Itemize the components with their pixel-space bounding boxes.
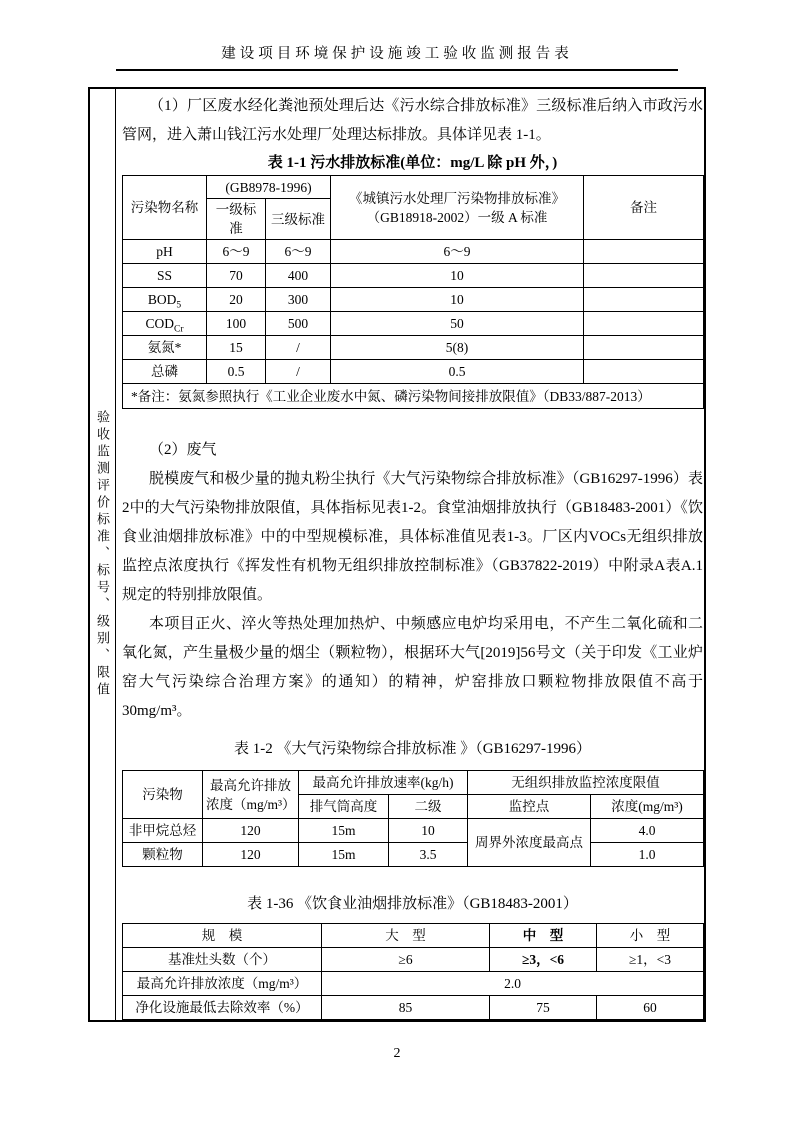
t1-header-gb18918-line2: （GB18918-2002）一级 A 标准	[366, 209, 548, 225]
t1-cell-gb: 10	[331, 264, 584, 288]
t2-cell-height: 15m	[299, 843, 389, 867]
t1-header-level1: 一级标准	[207, 199, 266, 240]
t2-cell-rate: 3.5	[389, 843, 468, 867]
table-row	[123, 384, 704, 409]
table-cooking-fume-standards	[122, 923, 704, 1020]
table-row	[123, 288, 704, 312]
t1-cell-l1: 6～9	[207, 240, 266, 264]
t1-cell-l1: 0.5	[207, 360, 266, 384]
paragraph-furnace: 本项目正火、淬火等热处理加热炉、中频感应电炉均采用电，不产生二氧化硫和二氧化氮，产生量极少量的烟尘（颗粒物），根据环大气[2019]56号文（关于印发《工业炉窑大气污染综合治理方案》的通知）的精神，炉窑排放口颗粒物排放限值不高于30mg/m³。	[122, 616, 703, 719]
paragraph-exhaust-gas: 脱模废气和极少量的抛丸粉尘执行《大气污染物综合排放标准》（GB16297-1996）表2中的大气污染物排放限值，具体指标见表1-2。食堂油烟排放执行（GB18483-2001）《饮食业油烟排放标准》中的中型规模标准，具体标准值见表1-3。厂区内VOCs无组织排放监控点浓度执行《挥发性有机物无组织排放控制标准》（GB37822-2019）中附录A表A.1规定的特别排放限值。	[122, 471, 703, 603]
table-row	[123, 771, 704, 795]
table-row	[123, 240, 704, 264]
t1-cell-remark	[584, 240, 704, 264]
table3-title: 表 1-36 《饮食业油烟排放标准》（GB18483-2001）	[247, 896, 578, 912]
t3-cell-large: ≥6	[322, 948, 490, 972]
t1-cell-l3: /	[266, 360, 331, 384]
t1-header-gb8978: (GB8978-1996)	[207, 176, 331, 199]
document-title: 建设项目环境保护设施竣工验收监测报告表	[221, 46, 573, 62]
t2-cell-fugitive: 1.0	[591, 843, 704, 867]
t1-header-gb18918-line1: 《城镇污水处理厂污染物排放标准》	[349, 190, 565, 206]
t3-cell-medium: ≥3，<6	[490, 948, 597, 972]
pollutant-sub: 5	[176, 300, 182, 311]
t1-cell-l3: 500	[266, 312, 331, 336]
t1-cell-l3: 6～9	[266, 240, 331, 264]
t1-cell-l1: 20	[207, 288, 266, 312]
table-row	[123, 843, 704, 867]
pollutant-base: COD	[145, 316, 174, 331]
t2-header-conc: 浓度(mg/m³)	[591, 795, 704, 819]
table-air-emission-standards	[122, 770, 704, 867]
t1-cell-remark	[584, 336, 704, 360]
table-row	[123, 336, 704, 360]
t1-cell-name: 总磷	[123, 360, 207, 384]
t1-cell-l3: /	[266, 336, 331, 360]
t1-cell-remark	[584, 312, 704, 336]
t2-cell-conc: 120	[203, 843, 299, 867]
table-row	[123, 924, 704, 948]
t1-cell-gb: 0.5	[331, 360, 584, 384]
row-label-vertical-text: 验收监测评价标准、标号、级别、限值	[95, 410, 110, 699]
t1-cell-l3: 300	[266, 288, 331, 312]
t1-cell-name	[123, 288, 207, 312]
pollutant-sub: Cr	[174, 324, 184, 335]
t1-cell-gb: 10	[331, 288, 584, 312]
t3-cell-all-scales: 2.0	[322, 972, 704, 996]
t2-cell-name: 颗粒物	[123, 843, 203, 867]
t2-header-stack-height: 排气筒高度	[299, 795, 389, 819]
t1-cell-remark	[584, 288, 704, 312]
t1-cell-name: 氨氮*	[123, 336, 207, 360]
t1-cell-l1: 15	[207, 336, 266, 360]
t3-cell-small: ≥1，<3	[597, 948, 704, 972]
t2-cell-conc: 120	[203, 819, 299, 843]
table1-title: 表 1-1 污水排放标准(单位：mg/L 除 pH 外，)	[267, 155, 558, 171]
pollutant-base: BOD	[147, 292, 177, 307]
t2-cell-monitor-point: 周界外浓度最高点	[468, 819, 591, 867]
t1-cell-gb: 50	[331, 312, 584, 336]
t2-header-monitor-point: 监控点	[468, 795, 591, 819]
t2-header-fugitive: 无组织排放监控浓度限值	[468, 771, 704, 795]
t1-cell-l3: 400	[266, 264, 331, 288]
t2-cell-name: 非甲烷总烃	[123, 819, 203, 843]
table-row	[123, 948, 704, 972]
paragraph-wastewater: （1）厂区废水经化粪池预处理后达《污水综合排放标准》三级标准后纳入市政污水管网，进入萧山钱江污水处理厂处理达标排放。具体详见表 1-1。	[122, 98, 703, 143]
t2-cell-fugitive: 4.0	[591, 819, 704, 843]
t2-header-max-rate: 最高允许排放速率(kg/h)	[299, 771, 468, 795]
t1-cell-remark	[584, 264, 704, 288]
t2-header-level2: 二级	[389, 795, 468, 819]
t1-cell-name	[123, 312, 207, 336]
t3-header-large: 大 型	[322, 924, 490, 948]
t2-header-pollutant: 污染物	[123, 771, 203, 819]
t1-cell-name: SS	[123, 264, 207, 288]
t1-cell-remark	[584, 360, 704, 384]
t1-cell-gb: 5(8)	[331, 336, 584, 360]
t1-header-level3: 三级标准	[266, 199, 331, 240]
table-wastewater-standards	[122, 175, 704, 409]
t3-cell-label: 净化设施最低去除效率（%）	[123, 996, 322, 1020]
t3-header-small: 小 型	[597, 924, 704, 948]
table-row	[123, 264, 704, 288]
t3-header-medium: 中 型	[490, 924, 597, 948]
header-rule	[116, 69, 678, 71]
table-row	[123, 360, 704, 384]
row-label-column	[90, 89, 116, 1020]
section2-heading: （2）废气	[149, 442, 217, 458]
page-header	[0, 0, 794, 71]
t2-cell-height: 15m	[299, 819, 389, 843]
t1-cell-l1: 100	[207, 312, 266, 336]
t3-cell-label: 基准灶头数（个）	[123, 948, 322, 972]
table-row	[123, 312, 704, 336]
form-table	[88, 87, 706, 1022]
page-number: 2	[393, 1046, 401, 1061]
t1-header-gb18918	[331, 176, 584, 240]
table2-title: 表 1-2 《大气污染物综合排放标准 》（GB16297-1996）	[233, 741, 592, 757]
t3-cell-label: 最高允许排放浓度（mg/m³）	[123, 972, 322, 996]
t1-header-remark: 备注	[584, 176, 704, 240]
t2-header-max-conc: 最高允许排放浓度（mg/m³）	[203, 771, 299, 819]
t3-header-scale: 规 模	[123, 924, 322, 948]
t3-cell-medium: 75	[490, 996, 597, 1020]
table-row	[123, 819, 704, 843]
t1-header-pollutant: 污染物名称	[123, 176, 207, 240]
table-row	[123, 972, 704, 996]
table-row	[123, 996, 704, 1020]
t2-cell-rate: 10	[389, 819, 468, 843]
form-content-cell	[116, 89, 704, 1020]
t1-footnote: *备注：氨氮参照执行《工业企业废水中氮、磷污染物间接排放限值》（DB33/887-2013）	[123, 384, 704, 409]
t1-cell-l1: 70	[207, 264, 266, 288]
table-row	[123, 176, 704, 199]
t1-cell-gb: 6～9	[331, 240, 584, 264]
t1-cell-name: pH	[123, 240, 207, 264]
t3-cell-small: 60	[597, 996, 704, 1020]
t3-cell-large: 85	[322, 996, 490, 1020]
